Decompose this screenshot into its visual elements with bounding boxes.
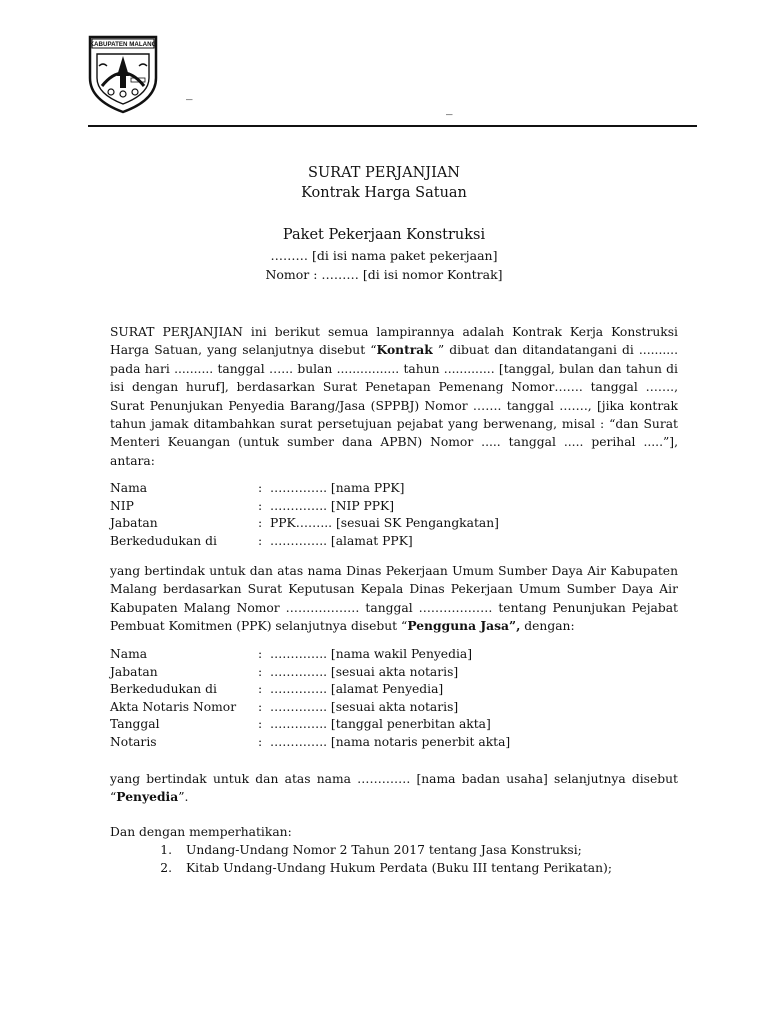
kontrak-term: Kontrak bbox=[376, 342, 433, 358]
list-item: 2. Kitab Undang-Undang Hukum Perdata (Buku III tentang Perikatan); bbox=[160, 861, 612, 876]
penyedia-row: Jabatan : ………….. [sesuai akta notaris] bbox=[110, 664, 459, 679]
kabupaten-malang-logo bbox=[87, 34, 159, 114]
ppk-details bbox=[110, 480, 499, 550]
pengguna-jasa-term: Pengguna Jasa”, bbox=[407, 618, 521, 634]
contract-number: Nomor : ……… [di isi nomor Kontrak] bbox=[265, 267, 503, 282]
memperhatikan-list bbox=[110, 841, 612, 878]
penyedia-term: Penyedia bbox=[116, 789, 179, 805]
penyedia-details bbox=[110, 646, 510, 752]
ppk-row: Berkedudukan di : ………….. [alamat PPK] bbox=[110, 533, 413, 548]
memperhatikan-intro: Dan dengan memperhatikan: bbox=[110, 825, 292, 839]
header-rule bbox=[88, 125, 697, 127]
penyedia-row: Tanggal : ………….. [tanggal penerbitan akta] bbox=[110, 717, 491, 732]
penyedia-row: Berkedudukan di : ………….. [alamat Penyedia] bbox=[110, 682, 444, 697]
ppk-row: Nama : ………….. [nama PPK] bbox=[110, 481, 405, 495]
package-title: Paket Pekerjaan Konstruksi bbox=[282, 227, 486, 243]
ppk-row: NIP : ………….. [NIP PPK] bbox=[110, 498, 395, 513]
penyedia-paragraph: yang bertindak untuk dan atas nama …………. [nama badan usaha] selanjutnya disebut “Penyedia”. bbox=[110, 772, 678, 805]
doc-subtitle: Kontrak Harga Satuan bbox=[301, 185, 467, 201]
penyedia-row: Notaris : ………….. [nama notaris penerbit akta] bbox=[110, 734, 511, 749]
pengguna-jasa-paragraph: yang bertindak untuk dan atas nama Dinas Pekerjaan Umum Sumber Daya Air Kabupaten Malang berdasarkan Surat Keputusan Kepala Dinas Pekerjaan Umum Sumber Daya Air Kabupaten Malang Nomor ……………… tanggal ……………… tentang Penunjukan Pejabat Pembuat Komitmen (PPK) selanjutnya disebut “Pengguna Jasa”, dengan: bbox=[110, 564, 678, 634]
doc-title: SURAT PERJANJIAN bbox=[308, 165, 460, 181]
intro-paragraph: SURAT PERJANJIAN ini berikut semua lampirannya adalah Kontrak Kerja Konstruksi Harga Satuan, yang selanjutnya disebut “Kontrak ” dibuat dan ditandatangani di .......... pada hari .......... tanggal …... bulan ................ tahun ............. [tanggal, bulan dan tahun di isi dengan huruf], berdasarkan Surat Penetapan Pemenang Nomor……. tanggal ……., Surat Penunjukan Penyedia Barang/Jasa (SPPBJ) Nomor ……. tanggal ……., [jika kontrak tahun jamak ditambahkan surat persetujuan pejabat yang berwenang, misal : “dan Surat Menteri Keuangan (untuk sumber dana APBN) Nomor ..... tanggal ..... perihal .....”], antara: bbox=[110, 325, 678, 468]
penyedia-row: Akta Notaris Nomor : ………….. [sesuai akta notaris] bbox=[110, 699, 459, 714]
header-dash-left: _ bbox=[186, 86, 193, 101]
header-dash-right: _ bbox=[446, 101, 453, 116]
logo-text: KABUPATEN MALANG bbox=[89, 41, 157, 48]
ppk-row: Jabatan : PPK……... [sesuai SK Pengangkatan] bbox=[110, 516, 499, 531]
penyedia-row: Nama : ………….. [nama wakil Penyedia] bbox=[110, 647, 473, 661]
package-name: ……… [di isi nama paket pekerjaan] bbox=[270, 248, 498, 263]
list-item: 1. Undang-Undang Nomor 2 Tahun 2017 tentang Jasa Konstruksi; bbox=[160, 843, 582, 857]
